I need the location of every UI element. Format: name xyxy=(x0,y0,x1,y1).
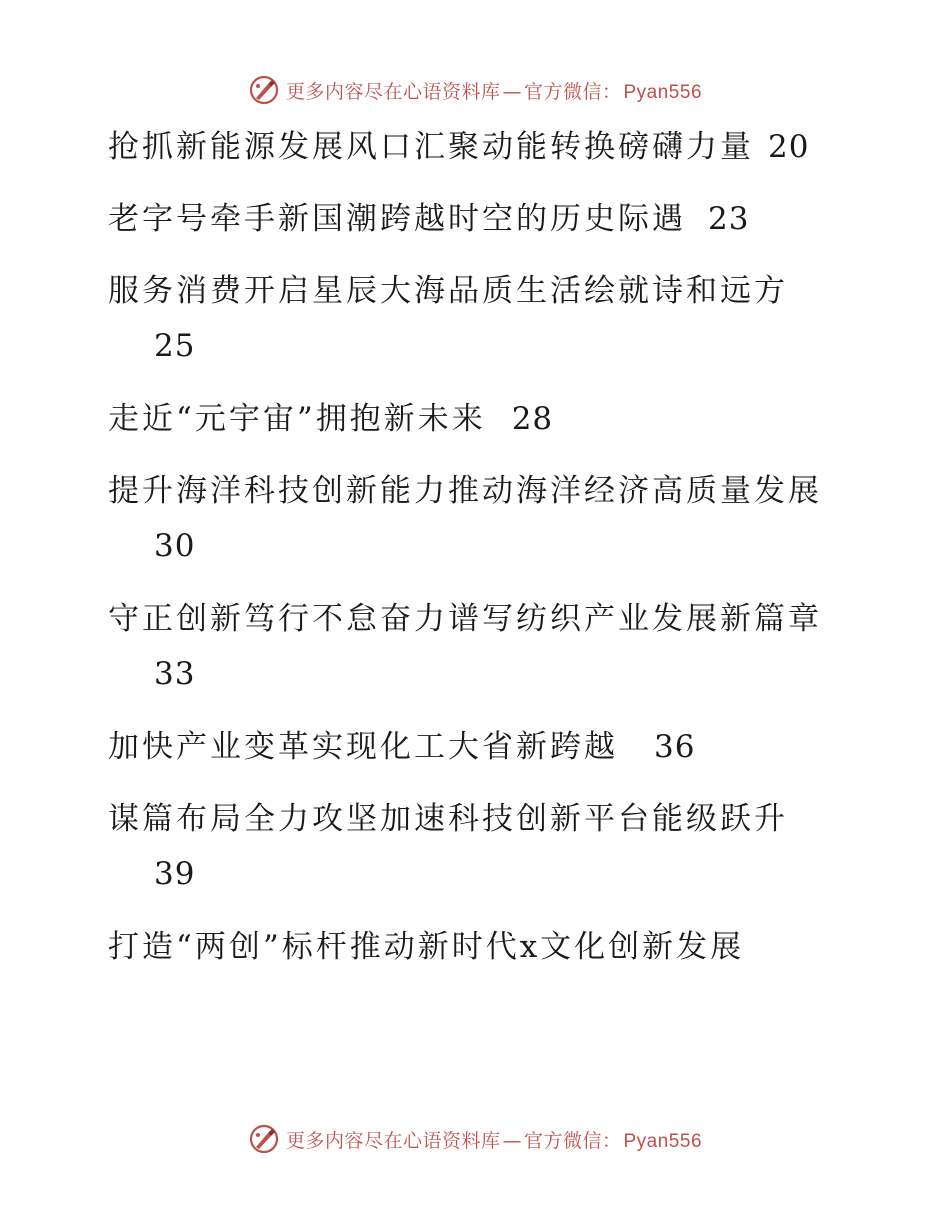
footer-watermark xyxy=(0,1121,950,1157)
toc-entry-title: 老字号牵手新国潮跨越时空的历史际遇 xyxy=(108,201,686,237)
toc-entry-title: 谋篇布局全力攻坚加速科技创新平台能级跃升 xyxy=(108,801,788,837)
toc-entry xyxy=(108,592,848,702)
toc-entry xyxy=(108,264,848,374)
toc-entry-page: 36 xyxy=(654,729,696,765)
toc-entry-title: 抢抓新能源发展风口汇聚动能转换磅礴力量 xyxy=(108,129,754,165)
toc-entry-page: 39 xyxy=(154,856,196,892)
toc-entry xyxy=(108,192,848,246)
toc-entry xyxy=(108,464,848,574)
toc-entry xyxy=(108,392,848,446)
toc-entry xyxy=(108,120,848,174)
pen-seal-icon xyxy=(248,1123,280,1155)
toc-entry-title: 加快产业变革实现化工大省新跨越 xyxy=(108,729,618,765)
table-of-contents xyxy=(108,120,848,992)
pen-seal-icon xyxy=(248,74,280,106)
toc-entry-title: 服务消费开启星辰大海品质生活绘就诗和远方 xyxy=(108,273,788,309)
toc-entry xyxy=(108,720,848,774)
toc-entry-title: 走近“元宇宙”拥抱新未来 xyxy=(108,401,486,437)
watermark-text xyxy=(286,77,702,104)
watermark-separator: — xyxy=(502,1129,522,1152)
toc-entry-page: 25 xyxy=(154,328,196,364)
toc-entry xyxy=(108,792,848,902)
toc-entry-title: 打造“两创”标杆推动新时代x文化创新发展 xyxy=(108,929,745,965)
watermark-label: 官方微信： xyxy=(523,80,622,103)
header-watermark xyxy=(0,72,950,108)
watermark-separator: — xyxy=(502,80,522,103)
watermark-account: Pyan556 xyxy=(623,1130,703,1152)
watermark-account: Pyan556 xyxy=(623,81,703,103)
watermark-main: 更多内容尽在心语资料库 xyxy=(285,1129,501,1152)
watermark-main: 更多内容尽在心语资料库 xyxy=(285,80,501,103)
toc-entry-title: 守正创新笃行不怠奋力谱写纺织产业发展新篇章 xyxy=(108,601,822,637)
watermark-label: 官方微信： xyxy=(523,1129,622,1152)
toc-entry-title: 提升海洋科技创新能力推动海洋经济高质量发展 xyxy=(108,473,822,509)
toc-entry-page: 23 xyxy=(708,201,750,237)
toc-entry-page: 33 xyxy=(154,656,196,692)
toc-entry-page: 30 xyxy=(154,528,196,564)
toc-entry-page: 28 xyxy=(511,401,554,437)
toc-entry xyxy=(108,920,848,974)
toc-entry-page: 20 xyxy=(768,129,810,165)
watermark-text xyxy=(286,1126,702,1153)
